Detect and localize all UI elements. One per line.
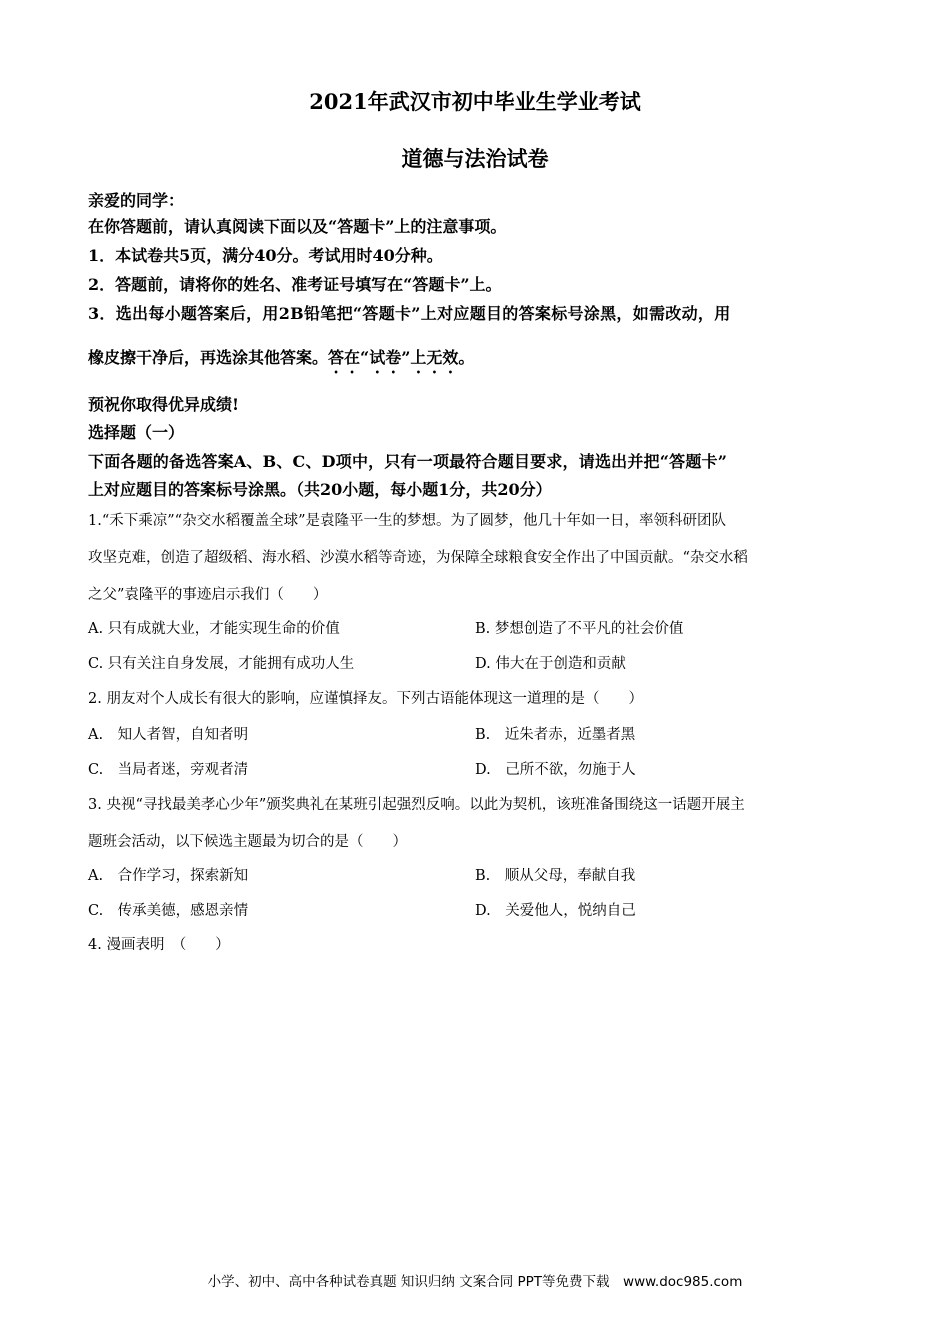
notice-item-3-line-1: 3．选出每小题答案后，用2B铅笔把“答题卡”上对应题目的答案标号涂黑，如需改动，用: [88, 304, 731, 323]
notice-intro: 在你答题前，请认真阅读下面以及“答题卡”上的注意事项。: [88, 217, 507, 236]
question-3-line-1: 3. 央视“寻找最美孝心少年”颁奖典礼在某班引起强烈反响。以此为契机，该班准备围绕这一话题开展主: [88, 797, 745, 813]
notice-item-2: 2．答题前，请将你的姓名、准考证号填写在“答题卡”上。: [88, 275, 502, 294]
notice-wish: 预祝你取得优异成绩!: [88, 395, 240, 414]
question-3-option-d: D. 关爱他人，悦纳自己: [475, 903, 636, 919]
question-2-option-c: C. 当局者迷，旁观者清: [88, 762, 249, 778]
exam-subtitle: 道德与法治试卷: [401, 146, 549, 171]
notice-item-3-emphasis: 答在“试卷”上无效。: [328, 348, 475, 367]
question-2-option-d: D. 己所不欲，勿施于人: [475, 762, 636, 778]
section-instruction-line-2: 上对应题目的答案标号涂黑。（共20小题，每小题1分，共20分）: [88, 480, 552, 499]
question-1-option-a: A. 只有成就大业，才能实现生命的价值: [88, 621, 340, 637]
exam-title: 2021年武汉市初中毕业生学业考试: [309, 89, 641, 114]
question-3-option-b: B. 顺从父母，奉献自我: [475, 868, 636, 884]
notice-greeting: 亲爱的同学：: [88, 191, 185, 210]
question-2-line-1: 2. 朋友对个人成长有很大的影响，应谨慎择友。下列古语能体现这一道理的是（ ）: [88, 691, 643, 707]
notice-item-3-text: 橡皮擦干净后，再选涂其他答案。: [88, 348, 329, 367]
question-1-line-2: 攻坚克难，创造了超级稻、海水稻、沙漠水稻等奇迹，为保障全球粮食安全作出了中国贡献。“杂交水稻: [88, 550, 748, 566]
page-footer: 小学、初中、高中各种试卷真题 知识归纳 文案合同 PPT等免费下载 www.doc985.com: [207, 1274, 743, 1290]
question-1-line-3: 之父”袁隆平的事迹启示我们（ ）: [88, 587, 328, 603]
question-2-option-b: B. 近朱者赤，近墨者黑: [475, 727, 636, 743]
question-1-line-1: 1.“禾下乘凉”“杂交水稻覆盖全球”是袁隆平一生的梦想。为了圆梦，他几十年如一日，率领科研团队: [88, 513, 726, 529]
question-3-option-c: C. 传承美德，感恩亲情: [88, 903, 249, 919]
question-1-option-c: C. 只有关注自身发展，才能拥有成功人生: [88, 656, 355, 672]
notice-item-3-line-2: [88, 345, 474, 377]
section-heading: 选择题（一）: [88, 423, 185, 442]
notice-item-1: 1．本试卷共5页，满分40分。考试用时40分种。: [88, 246, 443, 265]
question-1-option-b: B. 梦想创造了不平凡的社会价值: [475, 621, 684, 637]
question-4-line-1: 4. 漫画表明 （ ）: [88, 937, 230, 953]
question-1-option-d: D. 伟大在于创造和贡献: [475, 656, 626, 672]
question-3-line-2: 题班会活动，以下候选主题最为切合的是（ ）: [88, 834, 407, 850]
section-instruction-line-1: 下面各题的备选答案A、B、C、D项中，只有一项最符合题目要求，请选出并把“答题卡”: [88, 452, 728, 471]
question-2-option-a: A. 知人者智，自知者明: [88, 727, 249, 743]
question-3-option-a: A. 合作学习，探索新知: [88, 868, 249, 884]
